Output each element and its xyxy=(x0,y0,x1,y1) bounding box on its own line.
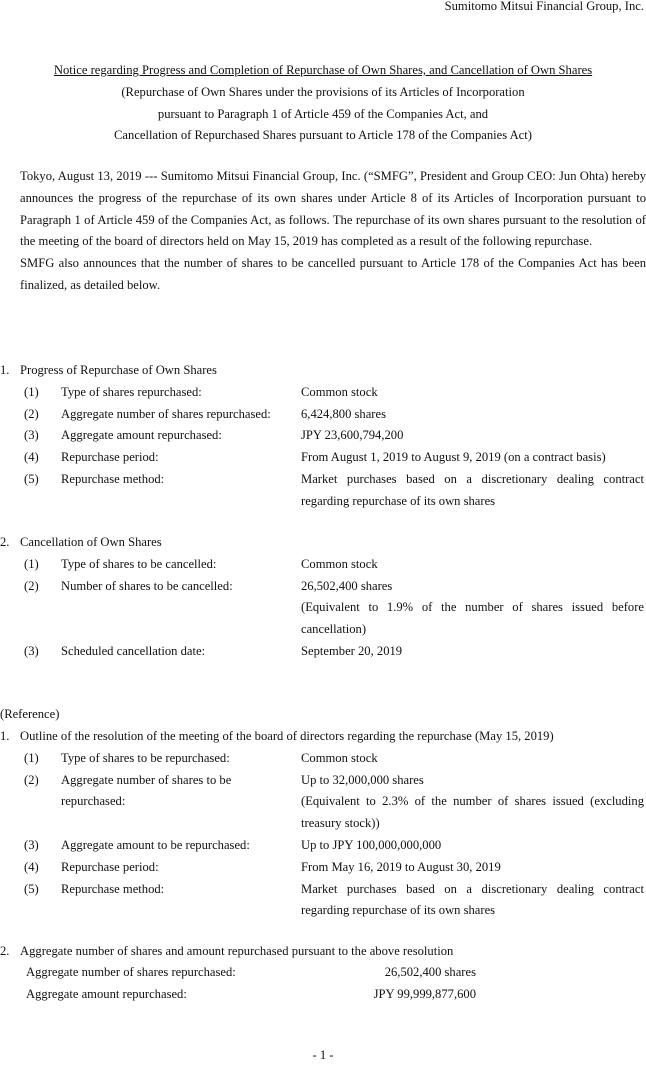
aggregate-table xyxy=(26,962,476,1006)
intro-paragraph-1: Tokyo, August 13, 2019 --- Sumitomo Mitsui Financial Group, Inc. (“SMFG”, President and Group CEO: Jun Ohta) hereby announces the progress of the repurchase of its own shares under Article 8 of its Articles of Incorporation pursuant to Paragraph 1 of Article 459 of the Companies Act, as follows. The repurchase of its own shares pursuant to the resolution of the meeting of the board of directors held on May 15, 2019 has completed as a result of the following repurchase. xyxy=(20,169,646,249)
item-value xyxy=(301,447,646,469)
item-value-line: 6,424,800 shares xyxy=(301,406,386,421)
item-number: (2) xyxy=(24,772,39,787)
item-value-note: (Equivalent to 2.3% of the number of shares issued (excluding treasury stock)) xyxy=(301,794,644,831)
list-item xyxy=(0,404,646,426)
item-value-line: Up to JPY 100,000,000,000 xyxy=(301,837,442,852)
item-value-line: Market purchases based on a discretionary dealing contract regarding repurchase of its own shares xyxy=(301,881,644,918)
list-item xyxy=(0,469,646,513)
item-number: (3) xyxy=(24,428,39,443)
list-item xyxy=(0,641,646,663)
item-value xyxy=(301,857,646,879)
item-value xyxy=(301,404,646,426)
item-label: Aggregate number of shares repurchased: xyxy=(61,406,271,421)
item-value-line: Common stock xyxy=(301,384,378,399)
intro-paragraph-2: SMFG also announces that the number of shares to be cancelled pursuant to Article 178 of the Companies Act has been finalized, as detailed below. xyxy=(20,256,646,292)
list-item xyxy=(0,447,646,469)
title-block xyxy=(0,60,646,147)
aggregate-value: JPY 99,999,877,600 xyxy=(373,986,476,1001)
list-item xyxy=(0,425,646,447)
item-value xyxy=(301,554,646,576)
item-number: (1) xyxy=(24,750,39,765)
section-cancellation xyxy=(0,532,646,663)
list-item xyxy=(0,835,646,857)
item-label: Aggregate amount repurchased: xyxy=(61,428,222,443)
item-number: (3) xyxy=(24,643,39,658)
item-label: Type of shares repurchased: xyxy=(61,384,202,399)
section-number: 1. xyxy=(0,729,10,743)
item-value-line: Up to 32,000,000 shares xyxy=(301,772,424,787)
item-label: Type of shares to be cancelled: xyxy=(61,556,217,571)
item-value xyxy=(301,469,646,513)
item-value-note: (Equivalent to 1.9% of the number of shares issued before cancellation) xyxy=(301,600,644,637)
item-value xyxy=(301,879,646,923)
company-name: Sumitomo Mitsui Financial Group, Inc. xyxy=(444,0,644,13)
section-reference-aggregate xyxy=(0,941,646,963)
aggregate-label: Aggregate amount repurchased: xyxy=(26,986,187,1001)
item-value-line: September 20, 2019 xyxy=(301,643,403,658)
list-item xyxy=(0,554,646,576)
item-number: (5) xyxy=(24,471,39,486)
section-progress xyxy=(0,360,646,513)
section-heading xyxy=(0,532,646,554)
section-number: 2. xyxy=(0,944,10,958)
item-number: (4) xyxy=(24,859,39,874)
item-number: (2) xyxy=(24,406,39,421)
item-value xyxy=(301,576,646,641)
item-value-line: Market purchases based on a discretionary dealing contract regarding repurchase of its own shares xyxy=(301,471,644,508)
list-item xyxy=(0,857,646,879)
page-number: - 1 - xyxy=(312,1048,334,1062)
aggregate-label: Aggregate number of shares repurchased: xyxy=(26,965,236,979)
section-title: Aggregate number of shares and amount repurchased pursuant to the above resolution xyxy=(20,944,454,958)
item-value xyxy=(301,835,646,857)
item-label: Repurchase period: xyxy=(61,450,159,465)
section-title: Outline of the resolution of the meeting of the board of directors regarding the repurchase (May 15, 2019) xyxy=(20,729,554,743)
item-value-line: Common stock xyxy=(301,750,378,765)
list-item xyxy=(0,879,646,923)
list-item xyxy=(0,382,646,404)
list-item xyxy=(0,748,646,770)
document-title: Notice regarding Progress and Completion of Repurchase of Own Shares, and Cancellation of Own Shares xyxy=(53,63,593,77)
item-value-line: 26,502,400 shares xyxy=(301,578,393,593)
section-reference-resolution xyxy=(0,726,646,922)
section-number: 2. xyxy=(0,535,10,549)
section-title: Progress of Repurchase of Own Shares xyxy=(20,363,217,377)
item-number: (1) xyxy=(24,384,39,399)
subtitle-line-3: Cancellation of Repurchased Shares pursuant to Article 178 of the Companies Act) xyxy=(114,128,532,143)
item-value xyxy=(301,748,646,770)
item-number: (4) xyxy=(24,450,39,465)
item-value-line: From May 16, 2019 to August 30, 2019 xyxy=(301,859,501,874)
reference-label: (Reference) xyxy=(0,707,60,721)
item-label: Aggregate number of shares to be repurchased: xyxy=(61,772,232,809)
section-heading xyxy=(0,360,646,382)
section-number: 1. xyxy=(0,363,10,377)
item-value-line: Common stock xyxy=(301,556,378,571)
section-title: Cancellation of Own Shares xyxy=(20,535,162,549)
item-number: (3) xyxy=(24,837,39,852)
item-value xyxy=(301,641,646,663)
item-value xyxy=(301,770,646,835)
aggregate-value: 26,502,400 shares xyxy=(384,965,476,979)
subtitle-line-2: pursuant to Paragraph 1 of Article 459 of the Companies Act, and xyxy=(157,106,489,121)
list-item xyxy=(0,770,646,835)
item-value xyxy=(301,425,646,447)
section-heading xyxy=(0,726,646,748)
item-value-line: JPY 23,600,794,200 xyxy=(301,428,404,443)
item-label: Repurchase method: xyxy=(61,471,165,486)
item-label: Repurchase method: xyxy=(61,881,165,896)
item-value-line: From August 1, 2019 to August 9, 2019 (on a contract basis) xyxy=(301,450,606,465)
subtitle-line-1: (Repurchase of Own Shares under the provisions of its Articles of Incorporation xyxy=(121,84,525,99)
item-label: Repurchase period: xyxy=(61,859,159,874)
item-number: (1) xyxy=(24,556,39,571)
aggregate-row xyxy=(26,962,476,984)
aggregate-row xyxy=(26,984,476,1006)
item-label: Aggregate amount to be repurchased: xyxy=(61,837,250,852)
item-value xyxy=(301,382,646,404)
section-heading xyxy=(0,941,646,963)
item-label: Scheduled cancellation date: xyxy=(61,643,206,658)
item-label: Type of shares to be repurchased: xyxy=(61,750,230,765)
item-number: (5) xyxy=(24,881,39,896)
item-label: Number of shares to be cancelled: xyxy=(61,578,233,593)
item-number: (2) xyxy=(24,578,39,593)
list-item xyxy=(0,576,646,641)
intro-text xyxy=(20,166,646,297)
